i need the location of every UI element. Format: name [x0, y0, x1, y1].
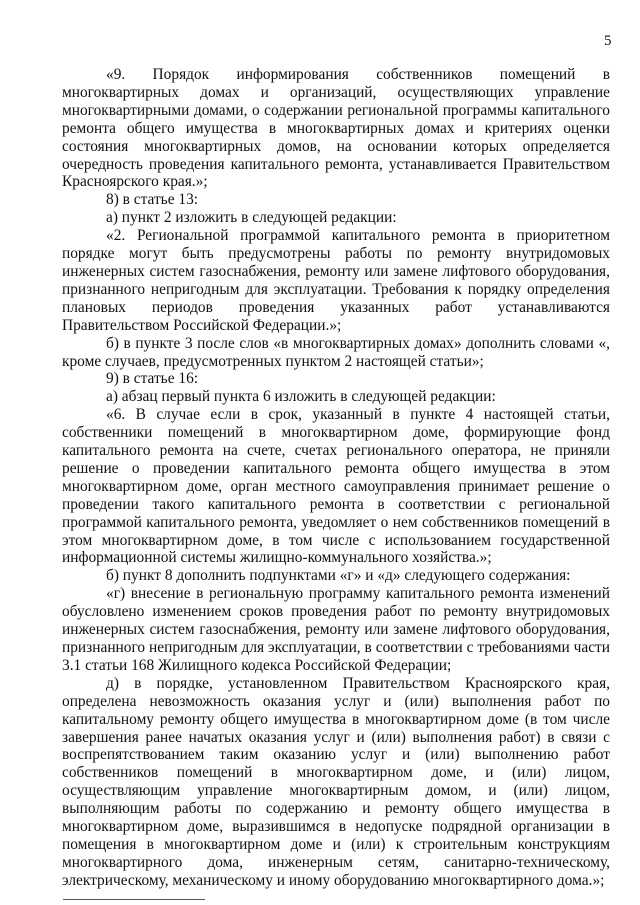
paragraph-quote-point-6: «6. В случае если в срок, указанный в пункте 4 настоящей статьи, собственники помещений в многоквартирном доме, формирующие фонд капитального ремонта на счете, счетах регионального оператора, не приняли решение о проведении капитального ремонта общего имущества в этом многоквартирном доме, орган местного самоуправления принимает решение о проведении такого капитального ремонта в соответствии с региональной программой капитального ремонта, уведомляет о нем собственников помещений в этом многоквартирном доме, в том числе с использованием государственной информационной системы жилищно-коммунального хозяйства.»;: [62, 406, 610, 567]
paragraph-subitem-a-point-6: а) абзац первый пункта 6 изложить в следующей редакции:: [106, 388, 496, 406]
paragraph-quote-item-9: «9. Порядок информирования собственников помещений в многоквартирных домах и организаций, осуществляющих управление многоквартирными домами, о содержании региональной программы капитального ремонта общего имущества в многоквартирных домах и критериях оценки состояния многоквартирных домов, на основании которых определяется очередность проведения капитального ремонта, устанавливается Правительством Красноярского края.»;: [62, 66, 610, 191]
paragraph-quote-subpoint-g: «г) внесение в региональную программу капитального ремонта изменений обусловлено изменением сроков проведения работ по ремонту внутридомовых инженерных систем газоснабжения, ремонту или замене лифтового оборудования, признанного непригодным для эксплуатации, в соответствии с требованиями части 3.1 статьи 168 Жилищного кодекса Российской Федерации;: [62, 585, 610, 674]
page-number: 5: [604, 33, 612, 49]
paragraph-item-8-article-13: 8) в статье 13:: [106, 191, 199, 209]
paragraph-subitem-b-point-3: б) в пункте 3 после слов «в многоквартирных домах» дополнить словами «, кроме случаев, предусмотренных пунктом 2 настоящей статьи»;: [62, 334, 610, 370]
footer-divider: [63, 899, 205, 900]
paragraph-subpoint-d: д) в порядке, установленном Правительством Красноярского края, определена невозможность оказания услуг и (или) выполнения работ по капитальному ремонту общего имущества в многоквартирном доме (в том числе завершения ранее начатых оказания услуг и (или) выполнения работ) в связи с воспрепятствованием таким оказанию услуг и (или) выполнению работ собственников помещений в многоквартирном доме, и (или) лицом, осуществляющим управление многоквартирным домом, и (или) лицом, выполняющим работы по содержанию и ремонту общего имущества в многоквартирном доме, выразившимся в недопуске подрядной организации в помещения в многоквартирном доме и (или) к строительным конструкциям многоквартирного дома, инженерным сетям, санитарно-техническому, электрическому, механическому и иному оборудованию многоквартирного дома.»;: [62, 674, 610, 889]
paragraph-quote-point-2: «2. Региональной программой капитального ремонта в приоритетном порядке могут быть предусмотрены работы по ремонту внутридомовых инженерных систем газоснабжения, ремонту или замене лифтового оборудования, признанного непригодным для эксплуатации. Требования к порядку определения плановых периодов проведения указанных работ устанавливаются Правительством Российской Федерации.»;: [62, 227, 610, 334]
document-body: [62, 66, 610, 890]
paragraph-subitem-b-point-8: б) пункт 8 дополнить подпунктами «г» и «д» следующего содержания:: [106, 567, 571, 585]
paragraph-item-9-article-16: 9) в статье 16:: [106, 370, 199, 388]
paragraph-subitem-a-point-2: а) пункт 2 изложить в следующей редакции:: [106, 209, 397, 227]
